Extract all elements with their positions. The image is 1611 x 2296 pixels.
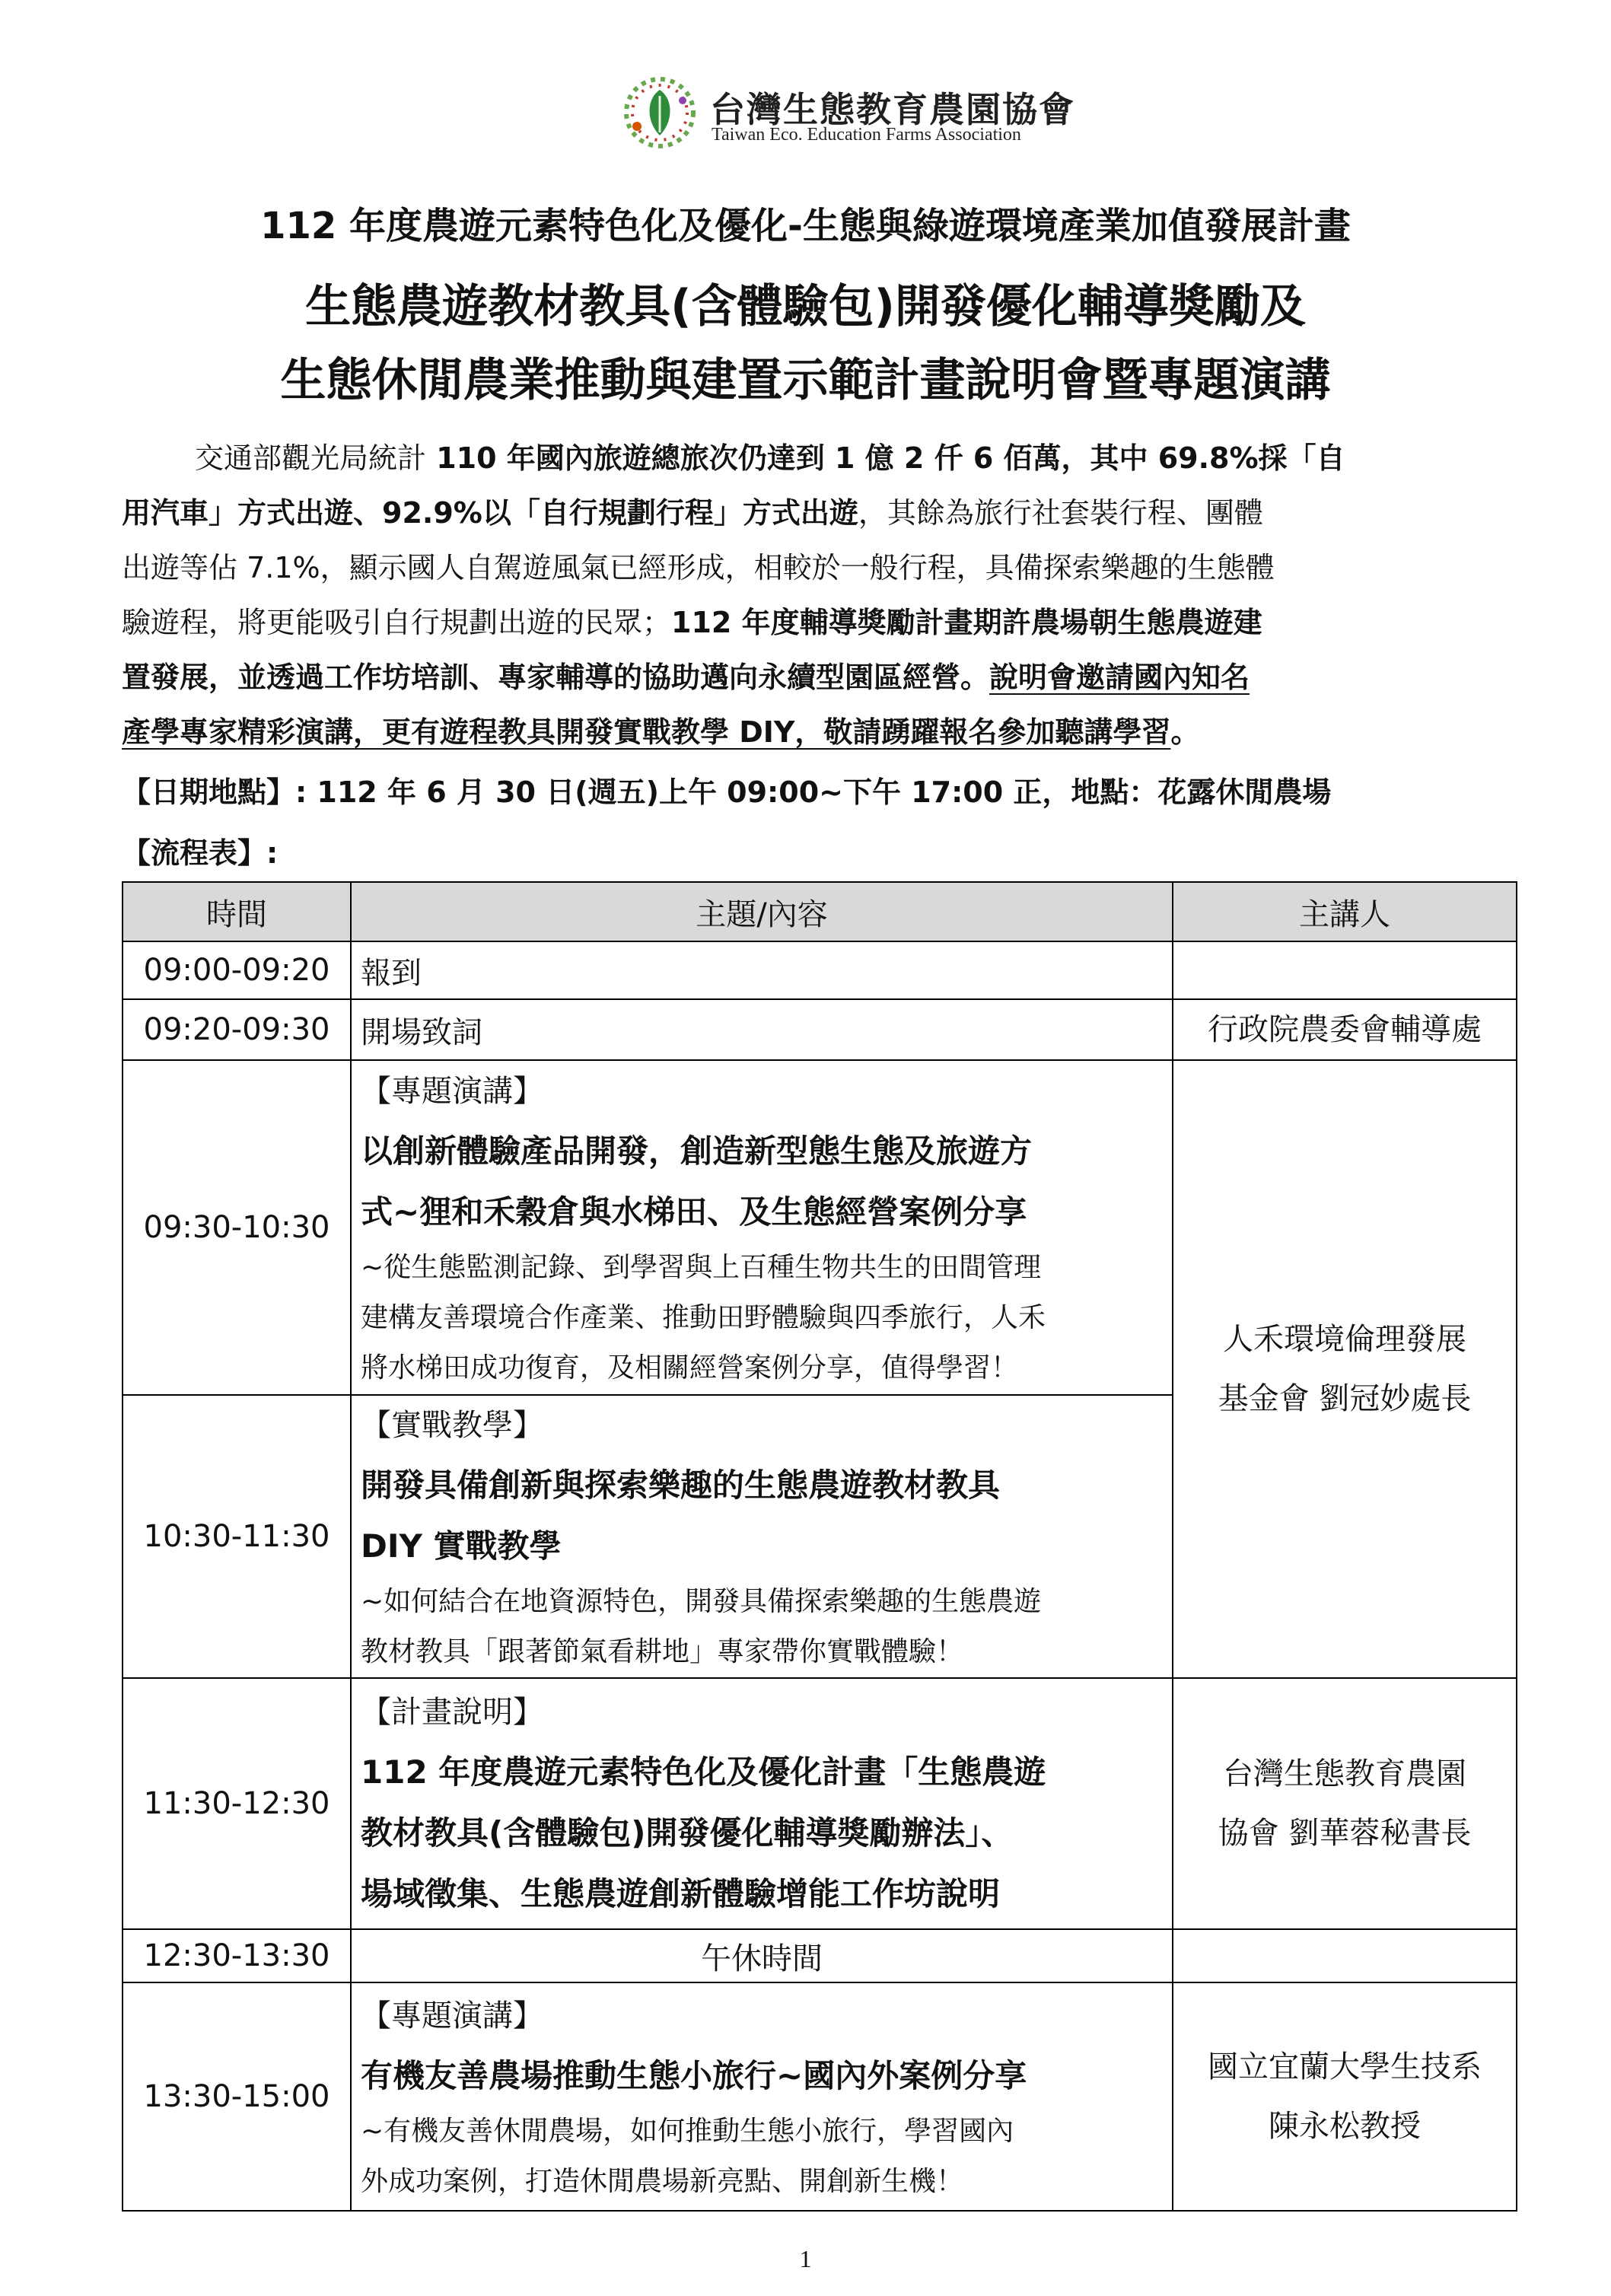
session-title: DIY 實戰教學	[361, 1527, 562, 1565]
table-row	[123, 1060, 1517, 1395]
intro-line: 產學專家精彩演講，更有遊程教具開發實戰教學 DIY，敬請踴躍報名參加聽講學習。	[122, 715, 1200, 749]
row-time: 11:30-12:30	[123, 1678, 351, 1929]
session-title: 教材教具(含體驗包)開發優化輔導獎勵辦法」、	[361, 1814, 1014, 1852]
row-speaker: 台灣生態教育農園 協會 劉華蓉秘書長	[1173, 1678, 1517, 1929]
row-topic	[351, 1395, 1173, 1678]
intro-paragraph	[122, 431, 1492, 759]
row-time: 10:30-11:30	[123, 1395, 351, 1678]
row-topic: 開場致詞	[351, 999, 1173, 1060]
session-title: 有機友善農場推動生態小旅行~國內外案例分享	[361, 2057, 1027, 2094]
table-row	[123, 1982, 1517, 2211]
session-title: 場域徵集、生態農遊創新體驗增能工作坊說明	[361, 1875, 1001, 1912]
intro-line: 用汽車」方式出遊、92.9%以「自行規劃行程」方式出遊，其餘為旅行社套裝行程、團體	[122, 496, 1263, 530]
row-speaker	[1173, 941, 1517, 999]
session-description: ~如何結合在地資源特色，開發具備探索樂趣的生態農遊	[361, 1586, 1042, 1617]
row-topic: 午休時間	[351, 1929, 1173, 1982]
table-row	[123, 1678, 1517, 1929]
session-title: 以創新體驗產品開發，創造新型態生態及旅遊方	[361, 1132, 1033, 1170]
session-title: 開發具備創新與探索樂趣的生態農遊教材教具	[361, 1466, 1001, 1504]
schedule-label: 【流程表】:	[122, 836, 279, 870]
row-time: 09:00-09:20	[123, 941, 351, 999]
intro-line: 出遊等佔 7.1%，顯示國人自駕遊風氣已經形成，相較於一般行程，具備探索樂趣的生態體	[122, 551, 1275, 584]
association-logo	[620, 73, 1077, 157]
session-description: 建構友善環境合作產業、推動田野體驗與四季旅行，人禾	[361, 1302, 1046, 1333]
header-topic: 主題/內容	[351, 882, 1173, 941]
leaf-emblem-icon	[620, 73, 699, 152]
row-speaker: 人禾環境倫理發展 基金會 劉冠妙處長	[1173, 1060, 1517, 1678]
association-name-cn: 台灣生態教育農園協會	[710, 89, 1075, 130]
table-row	[123, 941, 1517, 999]
header-speaker: 主講人	[1173, 882, 1517, 941]
row-topic	[351, 1060, 1173, 1395]
session-tag: 【計畫說明】	[361, 1695, 543, 1730]
row-speaker	[1173, 1929, 1517, 1982]
intro-line: 交通部觀光局統計 110 年國內旅遊總旅次仍達到 1 億 2 仟 6 佰萬，其中 69.8%採「自	[195, 441, 1345, 475]
session-tag: 【專題演講】	[361, 1074, 543, 1109]
document-title-line2: 生態農遊教材教具(含體驗包)開發優化輔導獎勵及	[305, 280, 1306, 333]
row-topic: 報到	[351, 941, 1173, 999]
row-time: 09:20-09:30	[123, 999, 351, 1060]
session-description: 外成功案例，打造休閒農場新亮點、開創新生機！	[361, 2166, 964, 2197]
header-time: 時間	[123, 882, 351, 941]
row-topic	[351, 1678, 1173, 1929]
document-title-line3: 生態休閒農業推動與建置示範計畫說明會暨專題演講	[280, 354, 1331, 407]
table-header-row	[123, 882, 1517, 941]
session-description: ~有機友善休閒農場，如何推動生態小旅行，學習國內	[361, 2116, 1014, 2147]
table-row	[123, 999, 1517, 1060]
row-topic	[351, 1982, 1173, 2211]
schedule-table	[122, 881, 1517, 2212]
document-title-line1: 112 年度農遊元素特色化及優化-生態與綠遊環境產業加值發展計畫	[260, 205, 1351, 247]
session-description: 教材教具「跟著節氣看耕地」專家帶你實戰體驗！	[361, 1636, 964, 1667]
session-tag: 【實戰教學】	[361, 1408, 543, 1443]
date-place-info: 【日期地點】: 112 年 6 月 30 日(週五)上午 09:00~下午 17:00 正，地點：花露休閒農場	[122, 775, 1332, 809]
session-tag: 【專題演講】	[361, 1998, 543, 2033]
session-description: 將水梯田成功復育，及相關經營案例分享，值得學習！	[361, 1352, 1019, 1384]
session-title: 式~狸和禾穀倉與水梯田、及生態經營案例分享	[361, 1193, 1027, 1231]
row-time: 12:30-13:30	[123, 1929, 351, 1982]
row-speaker: 行政院農委會輔導處	[1173, 999, 1517, 1060]
table-row	[123, 1929, 1517, 1982]
session-title: 112 年度農遊元素特色化及優化計畫「生態農遊	[361, 1753, 1046, 1791]
page-number: 1	[799, 2245, 812, 2272]
row-time: 13:30-15:00	[123, 1982, 351, 2211]
row-speaker: 國立宜蘭大學生技系 陳永松教授	[1173, 1982, 1517, 2211]
row-time: 09:30-10:30	[123, 1060, 351, 1395]
session-description: ~從生態監測記錄、到學習與上百種生物共生的田間管理	[361, 1252, 1042, 1283]
intro-line: 驗遊程，將更能吸引自行規劃出遊的民眾；112 年度輔導獎勵計畫期許農場朝生態農遊建	[122, 606, 1262, 639]
intro-line: 置發展，並透過工作坊培訓、專家輔導的協助邁向永續型園區經營。說明會邀請國內知名	[122, 661, 1250, 694]
association-name-en: Taiwan Eco. Education Farms Association	[712, 125, 1021, 145]
